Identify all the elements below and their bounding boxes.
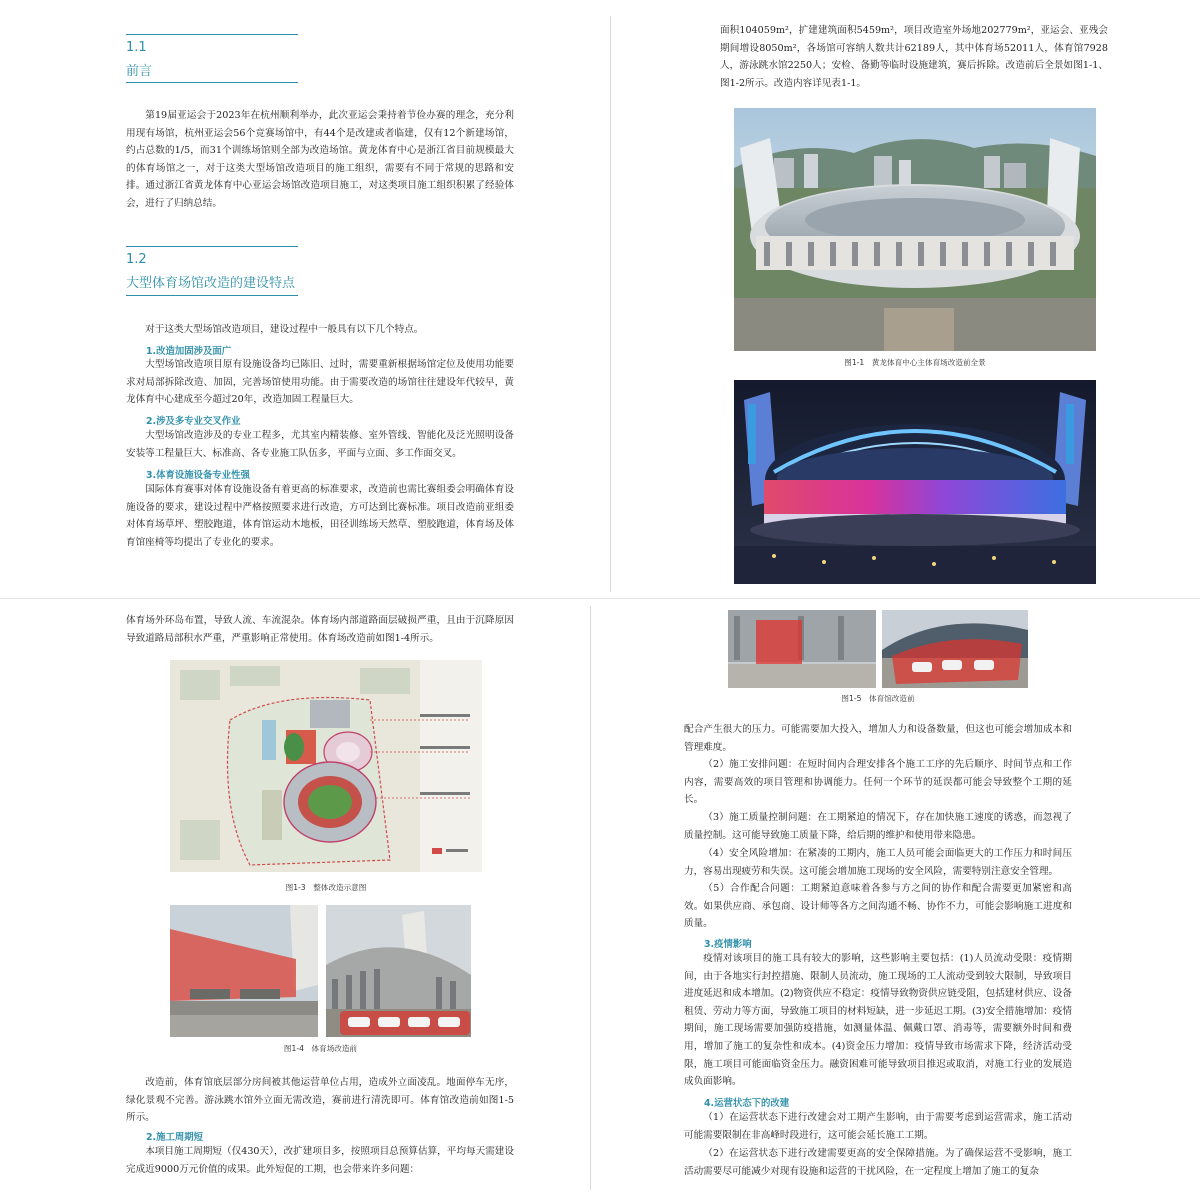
subheading: 2.施工周期短 <box>146 1132 203 1143</box>
subheading: 3.疫情影响 <box>704 939 752 950</box>
paragraph: 大型场馆改造项目原有设施设备均已陈旧、过时，需要重新根据场馆定位及使用功能要求对局部拆除改造、加固，完善场馆使用功能。由于需要改造的场馆往往建设年代较早，黄龙体育中心建成至今超过20年，改造加固工程量巨大。 <box>126 359 514 406</box>
subheading: 2.涉及多专业交叉作业 <box>146 416 241 427</box>
paragraph: （4）安全风险增加：在紧凑的工期内，施工人员可能会面临更大的工作压力和时间压力，容易出现疲劳和失误。这可能会增加施工现场的安全风险，需要特别注意安全管理。 <box>684 848 1072 877</box>
paragraph: 对于这类大型场馆改造项目，建设过程中一般具有以下几个特点。 <box>145 324 424 335</box>
figure-caption: 图1-4 体育场改造前 <box>283 1044 358 1053</box>
page-divider-top <box>610 16 611 592</box>
paragraph: 体育场外环岛布置，导致人流、车流混杂。体育场内部道路面层破损严重，且由于沉降原因导致道路局部积水严重，严重影响正常使用。体育场改造前如图1-4所示。 <box>126 615 514 644</box>
site-plan-drawing <box>170 660 482 872</box>
paragraph: （2）施工安排问题：在短时间内合理安排各个施工工序的先后顺序、时间节点和工作内容，需要高效的项目管理和协调能力。任何一个环节的延误都可能会导致整个工期的延长。 <box>684 759 1072 806</box>
paragraph: 第19届亚运会于2023年在杭州顺利举办，此次亚运会秉持着节俭办赛的理念，充分利用现有场馆，杭州亚运会56个竞赛场馆中，有44个是改建或者临建，仅有12个新建场馆，约占总数的1/5，而31个训练场馆则全部为改造场馆。黄龙体育中心是浙江省目前规模最大的体育场馆之一，对于这类大型场馆改造项目的施工组织，需要有不同于常规的思路和安排。通过浙江省黄龙体育中心亚运会场馆改造项目施工，对这类项目施工组织积累了经验体会，进行了归纳总结。 <box>126 110 514 209</box>
subheading: 3.体育设施设备专业性强 <box>146 470 250 481</box>
subheading: 4.运营状态下的改建 <box>704 1098 790 1109</box>
stadium-before-photo <box>170 905 318 1037</box>
section-rule <box>126 295 298 296</box>
section-title: 前言 <box>126 64 153 79</box>
paragraph: （1）在运营状态下进行改建会对工期产生影响，由于需要考虑到运营需求，施工活动可能需要限制在非高峰时段进行，这可能会延长施工工期。 <box>684 1112 1072 1141</box>
section-title: 大型体育场馆改造的建设特点 <box>126 276 296 291</box>
paragraph: （2）在运营状态下进行改建需要更高的安全保障措施。为了确保运营不受影响，施工活动需要尽可能减少对现有设施和运营的干扰风险，在一定程度上增加了施工的复杂 <box>684 1148 1072 1177</box>
subheading: 1.改造加固涉及面广 <box>146 346 232 357</box>
paragraph: 大型场馆改造涉及的专业工程多，尤其室内精装修、室外管线、智能化及泛光照明设备安装等工程量巨大、标准高、各专业施工队伍多，平面与立面、多工作面交叉。 <box>126 430 514 459</box>
paragraph: （5）合作配合问题：工期紧迫意味着各参与方之间的协作和配合需要更加紧密和高效。如果供应商、承包商、设计师等各方之间沟通不畅、协作不力，可能会影响施工进度和质量。 <box>684 883 1072 930</box>
gym-before-photo <box>882 610 1028 688</box>
section-rule <box>126 246 298 247</box>
paragraph: 国际体育赛事对体育设施设备有着更高的标准要求，改造前也需比赛组委会明确体育设施设备的要求，建设过程中严格按照要求进行改造，方可达到比赛标准。项目改造前亚组委对体育场草坪、塑胶跑道，体育馆运动木地板，田径训练场天然草、塑胶跑道，体育场及体育馆座椅等均提出了专业化的要求。 <box>126 484 514 548</box>
stadium-daytime-photo <box>734 108 1096 351</box>
paragraph: 本项目施工周期短（仅430天），改扩建项目多，按照项目总预算估算，平均每天需建设完成近9000万元价值的成果。此外短促的工期，也会带来许多问题： <box>126 1146 514 1175</box>
paragraph: 配合产生很大的压力。可能需要加大投入，增加人力和设备数量，但这也可能会增加成本和管理难度。 <box>684 724 1072 753</box>
figure-caption: 图1-1 黄龙体育中心主体育场改造前全景 <box>844 358 986 367</box>
section-rule <box>126 82 298 83</box>
section-number: 1.1 <box>126 40 147 55</box>
stadium-before-photo <box>326 905 471 1037</box>
spread-divider <box>0 598 1200 599</box>
section-number: 1.2 <box>126 252 147 267</box>
section-rule <box>126 34 298 35</box>
paragraph: 疫情对该项目的施工具有较大的影响，这些影响主要包括：(1)人员流动受限：疫情期间，由于各地实行封控措施、限制人员流动，施工现场的工人流动受到较大限制，导致项目进度延迟和成本增加。(2)物资供应不稳定：疫情导致物资供应链受阻，包括建材供应、设备租赁、劳动力等方面，导致施工项目的材料短缺，进一步延迟工期。(3)安全措施增加：疫情期间，施工现场需要加强防疫措施，如测量体温、佩戴口罩、消毒等，需要额外时间和费用，增加了施工的复杂性和成本。(4)资金压力增加：疫情导致市场需求下降，经济活动受限，施工项目可能面临资金压力。融资困难可能导致项目推迟或取消，对施工行业的发展造成负面影响。 <box>684 953 1072 1088</box>
page-divider-bottom <box>590 606 591 1190</box>
gym-before-photo <box>728 610 876 688</box>
figure-caption: 图1-5 体育馆改造前 <box>841 694 915 703</box>
paragraph: 面积104059m²，扩建建筑面积5459m²，项目改造室外场地202779m²，亚运会、亚残会期间增设8050m²，各场馆可容纳人数共计62189人，其中体育场52011人，体育馆7928人，游泳跳水馆2250人；安检、备勤等临时设施建筑，赛后拆除。改造前后全景如图1-1、图1-2所示。改造内容详见表1-1。 <box>720 25 1108 89</box>
paragraph: 改造前，体育馆底层部分房间被其他运营单位占用，造成外立面凌乱。地面停车无序，绿化景观不完善。游泳跳水馆外立面无需改造，赛前进行清洗即可。体育馆改造前如图1-5所示。 <box>126 1077 514 1124</box>
paragraph: （3）施工质量控制问题：在工期紧迫的情况下，存在加快施工速度的诱惑，而忽视了质量控制。这可能导致施工质量下降，给后期的维护和使用带来隐患。 <box>684 812 1072 841</box>
stadium-night-photo <box>734 380 1096 584</box>
figure-caption: 图1-3 整体改造示意图 <box>285 883 367 892</box>
